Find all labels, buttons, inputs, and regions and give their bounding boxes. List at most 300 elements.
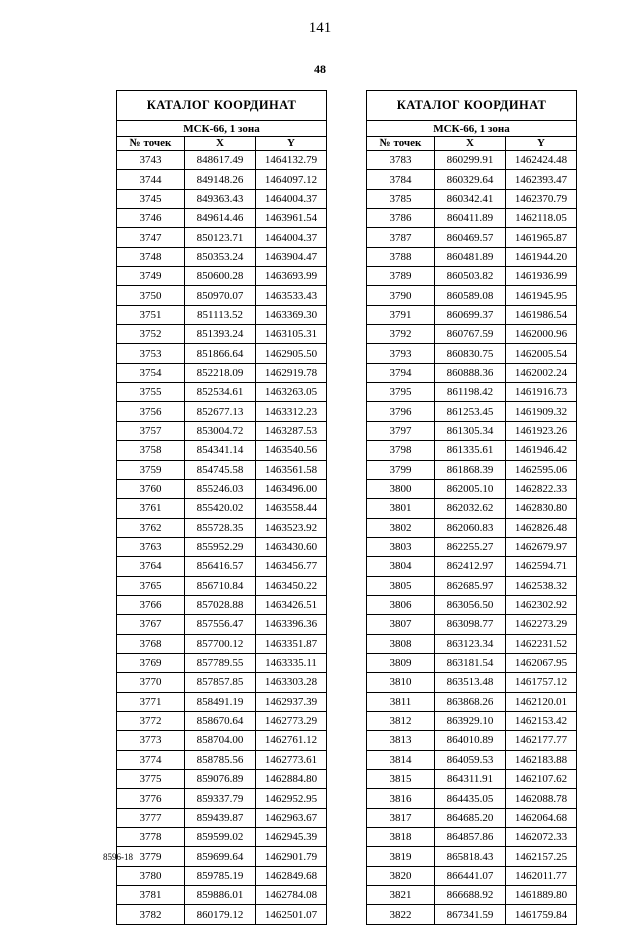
catalog-title: КАТАЛОГ КООРДИНАТ — [117, 91, 327, 121]
point-number-cell: 3811 — [367, 692, 435, 711]
y-coordinate-cell: 1462822.33 — [506, 479, 577, 498]
x-coordinate-cell: 862685.97 — [435, 576, 506, 595]
point-number-cell: 3775 — [117, 770, 185, 789]
table-row — [367, 267, 577, 286]
table-row — [117, 209, 327, 228]
y-coordinate-cell: 1463533.43 — [256, 286, 327, 305]
document-code: 8596-18 — [103, 852, 133, 862]
point-number-cell: 3752 — [117, 325, 185, 344]
table-row — [117, 653, 327, 672]
table-row — [117, 247, 327, 266]
coordinate-catalog-left — [116, 90, 327, 925]
x-coordinate-cell: 863123.34 — [435, 634, 506, 653]
column-header-point-number: № точек — [367, 137, 435, 151]
point-number-cell: 3807 — [367, 615, 435, 634]
x-coordinate-cell: 864857.86 — [435, 828, 506, 847]
point-number-cell: 3759 — [117, 460, 185, 479]
point-number-cell: 3756 — [117, 402, 185, 421]
y-coordinate-cell: 1461759.84 — [506, 905, 577, 924]
point-number-cell: 3820 — [367, 866, 435, 885]
y-coordinate-cell: 1462067.95 — [506, 653, 577, 672]
table-row — [117, 344, 327, 363]
table-row — [367, 151, 577, 170]
table-row — [367, 847, 577, 866]
x-coordinate-cell: 862255.27 — [435, 537, 506, 556]
x-coordinate-cell: 850600.28 — [185, 267, 256, 286]
x-coordinate-cell: 862032.62 — [435, 499, 506, 518]
y-coordinate-cell: 1464097.12 — [256, 170, 327, 189]
table-row — [117, 441, 327, 460]
x-coordinate-cell: 850970.07 — [185, 286, 256, 305]
y-coordinate-cell: 1463904.47 — [256, 247, 327, 266]
column-header-x: X — [435, 137, 506, 151]
y-coordinate-cell: 1462679.97 — [506, 537, 577, 556]
table-row — [117, 267, 327, 286]
x-coordinate-cell: 859699.64 — [185, 847, 256, 866]
y-coordinate-cell: 1462952.95 — [256, 789, 327, 808]
point-number-cell: 3746 — [117, 209, 185, 228]
catalog-title: КАТАЛОГ КООРДИНАТ — [367, 91, 577, 121]
coordinate-system-label: МСК-66, 1 зона — [117, 121, 327, 137]
x-coordinate-cell: 854341.14 — [185, 441, 256, 460]
y-coordinate-cell: 1461936.99 — [506, 267, 577, 286]
table-row — [367, 518, 577, 537]
table-row — [117, 286, 327, 305]
x-coordinate-cell: 861868.39 — [435, 460, 506, 479]
page-number: 141 — [308, 20, 332, 36]
x-coordinate-cell: 863929.10 — [435, 711, 506, 730]
x-coordinate-cell: 859076.89 — [185, 770, 256, 789]
x-coordinate-cell: 863181.54 — [435, 653, 506, 672]
point-number-cell: 3819 — [367, 847, 435, 866]
table-row — [117, 325, 327, 344]
x-coordinate-cell: 861253.45 — [435, 402, 506, 421]
table-row — [367, 770, 577, 789]
x-coordinate-cell: 860888.36 — [435, 363, 506, 382]
table-row — [117, 731, 327, 750]
x-coordinate-cell: 855952.29 — [185, 537, 256, 556]
point-number-cell: 3788 — [367, 247, 435, 266]
table-row — [117, 460, 327, 479]
table-row — [117, 750, 327, 769]
x-coordinate-cell: 857700.12 — [185, 634, 256, 653]
point-number-cell: 3803 — [367, 537, 435, 556]
x-coordinate-cell: 860767.59 — [435, 325, 506, 344]
x-coordinate-cell: 859785.19 — [185, 866, 256, 885]
x-coordinate-cell: 851866.64 — [185, 344, 256, 363]
point-number-cell: 3787 — [367, 228, 435, 247]
x-coordinate-cell: 863513.48 — [435, 673, 506, 692]
table-row — [117, 905, 327, 924]
point-number-cell: 3813 — [367, 731, 435, 750]
x-coordinate-cell: 858704.00 — [185, 731, 256, 750]
table-row — [117, 789, 327, 808]
y-coordinate-cell: 1462005.54 — [506, 344, 577, 363]
x-coordinate-cell: 852677.13 — [185, 402, 256, 421]
x-coordinate-cell: 852218.09 — [185, 363, 256, 382]
point-number-cell: 3802 — [367, 518, 435, 537]
table-row — [367, 866, 577, 885]
point-number-cell: 3822 — [367, 905, 435, 924]
point-number-cell: 3789 — [367, 267, 435, 286]
table-row — [117, 557, 327, 576]
x-coordinate-cell: 859337.79 — [185, 789, 256, 808]
point-number-cell: 3769 — [117, 653, 185, 672]
y-coordinate-cell: 1463351.87 — [256, 634, 327, 653]
y-coordinate-cell: 1462901.79 — [256, 847, 327, 866]
table-row — [117, 615, 327, 634]
y-coordinate-cell: 1462107.62 — [506, 770, 577, 789]
point-number-cell: 3748 — [117, 247, 185, 266]
x-coordinate-cell: 848617.49 — [185, 151, 256, 170]
x-coordinate-cell: 864311.91 — [435, 770, 506, 789]
point-number-cell: 3817 — [367, 808, 435, 827]
table-row — [117, 692, 327, 711]
table-row — [367, 383, 577, 402]
table-row — [367, 402, 577, 421]
y-coordinate-cell: 1462937.39 — [256, 692, 327, 711]
point-number-cell: 3781 — [117, 886, 185, 905]
x-coordinate-cell: 855420.02 — [185, 499, 256, 518]
point-number-cell: 3815 — [367, 770, 435, 789]
sheet-number: 48 — [314, 62, 326, 76]
point-number-cell: 3768 — [117, 634, 185, 653]
point-number-cell: 3750 — [117, 286, 185, 305]
x-coordinate-cell: 859886.01 — [185, 886, 256, 905]
x-coordinate-cell: 860699.37 — [435, 305, 506, 324]
table-row — [367, 615, 577, 634]
point-number-cell: 3816 — [367, 789, 435, 808]
y-coordinate-cell: 1462118.05 — [506, 209, 577, 228]
x-coordinate-cell: 867341.59 — [435, 905, 506, 924]
point-number-cell: 3771 — [117, 692, 185, 711]
x-coordinate-cell: 857857.85 — [185, 673, 256, 692]
x-coordinate-cell: 860342.41 — [435, 189, 506, 208]
table-row — [117, 576, 327, 595]
y-coordinate-cell: 1464132.79 — [256, 151, 327, 170]
point-number-cell: 3757 — [117, 421, 185, 440]
point-number-cell: 3792 — [367, 325, 435, 344]
table-row — [367, 537, 577, 556]
point-number-cell: 3761 — [117, 499, 185, 518]
x-coordinate-cell: 866688.92 — [435, 886, 506, 905]
y-coordinate-cell: 1462594.71 — [506, 557, 577, 576]
table-row — [367, 905, 577, 924]
point-number-cell: 3773 — [117, 731, 185, 750]
y-coordinate-cell: 1463961.54 — [256, 209, 327, 228]
x-coordinate-cell: 860481.89 — [435, 247, 506, 266]
table-row — [367, 789, 577, 808]
y-coordinate-cell: 1463430.60 — [256, 537, 327, 556]
table-row — [117, 421, 327, 440]
table-row — [367, 170, 577, 189]
point-number-cell: 3745 — [117, 189, 185, 208]
table-row — [117, 383, 327, 402]
y-coordinate-cell: 1463105.31 — [256, 325, 327, 344]
point-number-cell: 3744 — [117, 170, 185, 189]
y-coordinate-cell: 1461965.87 — [506, 228, 577, 247]
y-coordinate-cell: 1462231.52 — [506, 634, 577, 653]
x-coordinate-cell: 862060.83 — [435, 518, 506, 537]
table-row — [367, 595, 577, 614]
y-coordinate-cell: 1463426.51 — [256, 595, 327, 614]
y-coordinate-cell: 1463456.77 — [256, 557, 327, 576]
table-row — [367, 479, 577, 498]
table-row — [367, 692, 577, 711]
x-coordinate-cell: 860179.12 — [185, 905, 256, 924]
table-row — [367, 634, 577, 653]
x-coordinate-cell: 864059.53 — [435, 750, 506, 769]
point-number-cell: 3793 — [367, 344, 435, 363]
x-coordinate-cell: 866441.07 — [435, 866, 506, 885]
table-row — [367, 750, 577, 769]
table-row — [117, 402, 327, 421]
x-coordinate-cell: 858670.64 — [185, 711, 256, 730]
table-row — [367, 460, 577, 479]
y-coordinate-cell: 1462302.92 — [506, 595, 577, 614]
point-number-cell: 3763 — [117, 537, 185, 556]
x-coordinate-cell: 864685.20 — [435, 808, 506, 827]
y-coordinate-cell: 1461986.54 — [506, 305, 577, 324]
y-coordinate-cell: 1462002.24 — [506, 363, 577, 382]
table-row — [367, 209, 577, 228]
point-number-cell: 3767 — [117, 615, 185, 634]
point-number-cell: 3804 — [367, 557, 435, 576]
x-coordinate-cell: 855246.03 — [185, 479, 256, 498]
x-coordinate-cell: 865818.43 — [435, 847, 506, 866]
x-coordinate-cell: 863056.50 — [435, 595, 506, 614]
y-coordinate-cell: 1462761.12 — [256, 731, 327, 750]
y-coordinate-cell: 1463450.22 — [256, 576, 327, 595]
point-number-cell: 3779 — [117, 847, 185, 866]
table-row — [367, 828, 577, 847]
point-number-cell: 3798 — [367, 441, 435, 460]
x-coordinate-cell: 858491.19 — [185, 692, 256, 711]
table-row — [117, 228, 327, 247]
table-row — [117, 886, 327, 905]
point-number-cell: 3821 — [367, 886, 435, 905]
y-coordinate-cell: 1461909.32 — [506, 402, 577, 421]
table-row — [117, 808, 327, 827]
point-number-cell: 3810 — [367, 673, 435, 692]
point-number-cell: 3770 — [117, 673, 185, 692]
table-row — [117, 770, 327, 789]
y-coordinate-cell: 1462945.39 — [256, 828, 327, 847]
point-number-cell: 3800 — [367, 479, 435, 498]
point-number-cell: 3760 — [117, 479, 185, 498]
x-coordinate-cell: 860299.91 — [435, 151, 506, 170]
y-coordinate-cell: 1462826.48 — [506, 518, 577, 537]
y-coordinate-cell: 1463369.30 — [256, 305, 327, 324]
coordinate-system-label: МСК-66, 1 зона — [367, 121, 577, 137]
table-row — [367, 886, 577, 905]
y-coordinate-cell: 1462088.78 — [506, 789, 577, 808]
y-coordinate-cell: 1462072.33 — [506, 828, 577, 847]
y-coordinate-cell: 1462157.25 — [506, 847, 577, 866]
point-number-cell: 3749 — [117, 267, 185, 286]
point-number-cell: 3786 — [367, 209, 435, 228]
y-coordinate-cell: 1462501.07 — [256, 905, 327, 924]
table-row — [117, 170, 327, 189]
x-coordinate-cell: 857028.88 — [185, 595, 256, 614]
y-coordinate-cell: 1462773.61 — [256, 750, 327, 769]
y-coordinate-cell: 1461944.20 — [506, 247, 577, 266]
y-coordinate-cell: 1461757.12 — [506, 673, 577, 692]
point-number-cell: 3795 — [367, 383, 435, 402]
x-coordinate-cell: 856710.84 — [185, 576, 256, 595]
y-coordinate-cell: 1462000.96 — [506, 325, 577, 344]
point-number-cell: 3805 — [367, 576, 435, 595]
point-number-cell: 3778 — [117, 828, 185, 847]
table-row — [117, 151, 327, 170]
y-coordinate-cell: 1464004.37 — [256, 189, 327, 208]
y-coordinate-cell: 1461916.73 — [506, 383, 577, 402]
y-coordinate-cell: 1462595.06 — [506, 460, 577, 479]
y-coordinate-cell: 1462183.88 — [506, 750, 577, 769]
x-coordinate-cell: 851113.52 — [185, 305, 256, 324]
table-row — [117, 595, 327, 614]
table-row — [117, 847, 327, 866]
x-coordinate-cell: 859439.87 — [185, 808, 256, 827]
y-coordinate-cell: 1462538.32 — [506, 576, 577, 595]
x-coordinate-cell: 853004.72 — [185, 421, 256, 440]
y-coordinate-cell: 1463558.44 — [256, 499, 327, 518]
table-row — [367, 344, 577, 363]
y-coordinate-cell: 1462153.42 — [506, 711, 577, 730]
y-coordinate-cell: 1462393.47 — [506, 170, 577, 189]
x-coordinate-cell: 859599.02 — [185, 828, 256, 847]
point-number-cell: 3758 — [117, 441, 185, 460]
point-number-cell: 3794 — [367, 363, 435, 382]
x-coordinate-cell: 860503.82 — [435, 267, 506, 286]
y-coordinate-cell: 1462784.08 — [256, 886, 327, 905]
table-row — [117, 305, 327, 324]
table-row — [367, 557, 577, 576]
table-row — [367, 247, 577, 266]
table-row — [117, 828, 327, 847]
x-coordinate-cell: 858785.56 — [185, 750, 256, 769]
x-coordinate-cell: 860329.64 — [435, 170, 506, 189]
table-row — [367, 731, 577, 750]
x-coordinate-cell: 860589.08 — [435, 286, 506, 305]
x-coordinate-cell: 864010.89 — [435, 731, 506, 750]
table-row — [367, 499, 577, 518]
point-number-cell: 3814 — [367, 750, 435, 769]
x-coordinate-cell: 850123.71 — [185, 228, 256, 247]
y-coordinate-cell: 1461946.42 — [506, 441, 577, 460]
x-coordinate-cell: 849363.43 — [185, 189, 256, 208]
point-number-cell: 3764 — [117, 557, 185, 576]
y-coordinate-cell: 1462830.80 — [506, 499, 577, 518]
table-row — [117, 711, 327, 730]
x-coordinate-cell: 854745.58 — [185, 460, 256, 479]
y-coordinate-cell: 1463287.53 — [256, 421, 327, 440]
point-number-cell: 3806 — [367, 595, 435, 614]
table-row — [117, 363, 327, 382]
table-row — [367, 286, 577, 305]
point-number-cell: 3754 — [117, 363, 185, 382]
y-coordinate-cell: 1463312.23 — [256, 402, 327, 421]
catalog-rows — [367, 151, 577, 925]
table-row — [117, 866, 327, 885]
table-row — [367, 576, 577, 595]
y-coordinate-cell: 1463263.05 — [256, 383, 327, 402]
x-coordinate-cell: 863868.26 — [435, 692, 506, 711]
y-coordinate-cell: 1462919.78 — [256, 363, 327, 382]
y-coordinate-cell: 1462905.50 — [256, 344, 327, 363]
y-coordinate-cell: 1463335.11 — [256, 653, 327, 672]
column-header-point-number: № точек — [117, 137, 185, 151]
point-number-cell: 3784 — [367, 170, 435, 189]
y-coordinate-cell: 1462963.67 — [256, 808, 327, 827]
y-coordinate-cell: 1462177.77 — [506, 731, 577, 750]
point-number-cell: 3783 — [367, 151, 435, 170]
x-coordinate-cell: 849148.26 — [185, 170, 256, 189]
x-coordinate-cell: 856416.57 — [185, 557, 256, 576]
table-row — [367, 189, 577, 208]
y-coordinate-cell: 1462120.01 — [506, 692, 577, 711]
table-row — [367, 363, 577, 382]
point-number-cell: 3774 — [117, 750, 185, 769]
x-coordinate-cell: 857556.47 — [185, 615, 256, 634]
x-coordinate-cell: 860830.75 — [435, 344, 506, 363]
y-coordinate-cell: 1463303.28 — [256, 673, 327, 692]
y-coordinate-cell: 1462273.29 — [506, 615, 577, 634]
catalog-rows — [117, 151, 327, 925]
y-coordinate-cell: 1463693.99 — [256, 267, 327, 286]
x-coordinate-cell: 862005.10 — [435, 479, 506, 498]
y-coordinate-cell: 1462011.77 — [506, 866, 577, 885]
y-coordinate-cell: 1462370.79 — [506, 189, 577, 208]
x-coordinate-cell: 864435.05 — [435, 789, 506, 808]
point-number-cell: 3782 — [117, 905, 185, 924]
point-number-cell: 3790 — [367, 286, 435, 305]
x-coordinate-cell: 849614.46 — [185, 209, 256, 228]
table-row — [367, 421, 577, 440]
column-header-y: Y — [256, 137, 327, 151]
table-row — [367, 711, 577, 730]
x-coordinate-cell: 861198.42 — [435, 383, 506, 402]
point-number-cell: 3780 — [117, 866, 185, 885]
point-number-cell: 3766 — [117, 595, 185, 614]
y-coordinate-cell: 1464004.37 — [256, 228, 327, 247]
table-row — [367, 228, 577, 247]
x-coordinate-cell: 850353.24 — [185, 247, 256, 266]
point-number-cell: 3751 — [117, 305, 185, 324]
y-coordinate-cell: 1461923.26 — [506, 421, 577, 440]
table-row — [367, 441, 577, 460]
table-row — [367, 325, 577, 344]
coordinate-catalog-right — [366, 90, 577, 925]
y-coordinate-cell: 1463561.58 — [256, 460, 327, 479]
point-number-cell: 3747 — [117, 228, 185, 247]
point-number-cell: 3755 — [117, 383, 185, 402]
column-header-y: Y — [506, 137, 577, 151]
x-coordinate-cell: 855728.35 — [185, 518, 256, 537]
y-coordinate-cell: 1463396.36 — [256, 615, 327, 634]
x-coordinate-cell: 861335.61 — [435, 441, 506, 460]
point-number-cell: 3772 — [117, 711, 185, 730]
point-number-cell: 3818 — [367, 828, 435, 847]
y-coordinate-cell: 1462884.80 — [256, 770, 327, 789]
table-row — [117, 499, 327, 518]
y-coordinate-cell: 1462849.68 — [256, 866, 327, 885]
point-number-cell: 3791 — [367, 305, 435, 324]
point-number-cell: 3812 — [367, 711, 435, 730]
point-number-cell: 3809 — [367, 653, 435, 672]
table-row — [367, 808, 577, 827]
x-coordinate-cell: 861305.34 — [435, 421, 506, 440]
